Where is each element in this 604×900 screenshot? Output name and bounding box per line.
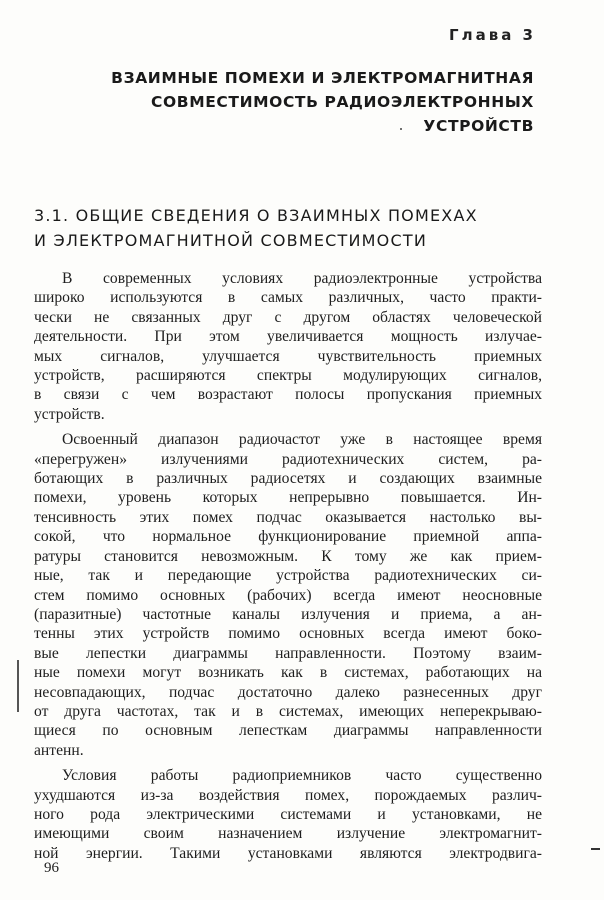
text-line: устройств.	[34, 405, 105, 423]
margin-mark	[17, 660, 19, 712]
paragraph-3	[34, 766, 542, 863]
text-line: несовпадающих, подчас достаточно далеко разнесенных друг	[34, 683, 542, 701]
page-number: 96	[44, 860, 59, 876]
text-line: мых сигналов, улучшается чувствительность приемных	[34, 347, 542, 365]
text-line: ного рода электрическими системами и установками, не	[34, 805, 542, 823]
chapter-title-line: УСТРОЙСТВ	[423, 117, 534, 135]
text-line: ные помехи могут возникать как в системах, работающих на	[34, 664, 542, 682]
edge-dash	[591, 848, 600, 850]
text-line: (паразитные) частотные каналы излучения и приема, а ан-	[34, 605, 542, 623]
section-heading-line: 3.1. ОБЩИЕ СВЕДЕНИЯ О ВЗАИМНЫХ ПОМЕХАХ	[34, 206, 478, 225]
text-line: устройств, расширяются спектры модулирующих сигналов,	[34, 367, 542, 385]
text-line: имеющими своим назначением излучение электромагнит-	[34, 825, 542, 843]
paragraph-1	[34, 269, 542, 424]
chapter-title	[54, 66, 534, 138]
text-line: «перегружен» излучениями радиотехнических систем, ра-	[34, 450, 542, 468]
section-heading-line: И ЭЛЕКТРОМАГНИТНОЙ СОВМЕСТИМОСТИ	[34, 231, 427, 250]
text-line: ухудшаются из-за воздействия помех, порождаемых различ-	[34, 786, 542, 804]
paragraph-2	[34, 430, 542, 760]
text-line: от друга частотах, так и в системах, имеющих неперекрываю-	[34, 702, 542, 720]
chapter-title-line: СОВМЕСТИМОСТЬ РАДИОЭЛЕКТРОННЫХ	[151, 93, 534, 111]
body-text	[34, 269, 542, 869]
text-line: сокой, что нормальное функционирование приемной аппа-	[34, 528, 542, 546]
text-line: тенны этих устройств помимо основных всегда имеют боко-	[34, 625, 542, 643]
text-line: Освоенный диапазон радиочастот уже в настоящее время	[62, 431, 542, 449]
text-line: ботающих в различных радиосетях и создающих взаимные	[34, 470, 542, 488]
text-line: стем помимо основных (рабочих) всегда имеют неосновные	[34, 586, 542, 604]
text-line: в связи с чем возрастают полосы пропускания приемных	[34, 386, 542, 404]
text-line: чески не связанных друг с другом областях человеческой	[34, 308, 542, 326]
text-line: ной энергии. Такими установками являются электродвига-	[34, 844, 542, 862]
text-line: ные, так и передающие устройства радиотехнических си-	[34, 567, 542, 585]
text-line: Условия работы радиоприемников часто существенно	[62, 767, 542, 785]
text-line: вые лепестки диаграммы направленности. Поэтому взаим-	[34, 644, 542, 662]
text-line: В современных условиях радиоэлектронные устройства	[62, 270, 542, 287]
text-line: щиеся по основным лепесткам диаграммы направленности	[34, 722, 542, 740]
text-line: антенн.	[34, 741, 84, 759]
text-line: широко используются в самых различных, часто практи-	[34, 289, 542, 307]
section-heading	[34, 203, 554, 253]
chapter-title-line: ВЗАИМНЫЕ ПОМЕХИ И ЭЛЕКТРОМАГНИТНАЯ	[111, 69, 534, 87]
text-line: деятельности. При этом увеличивается мощность излучае-	[34, 328, 542, 346]
text-line: помехи, уровень которых непрерывно повышается. Ин-	[34, 489, 542, 507]
chapter-label: Глава 3	[449, 26, 536, 44]
text-line: тенсивность этих помех подчас оказывается настолько вы-	[34, 508, 542, 526]
text-line: ратуры становится невозможным. К тому же как прием-	[34, 547, 542, 565]
print-speck	[400, 128, 402, 130]
